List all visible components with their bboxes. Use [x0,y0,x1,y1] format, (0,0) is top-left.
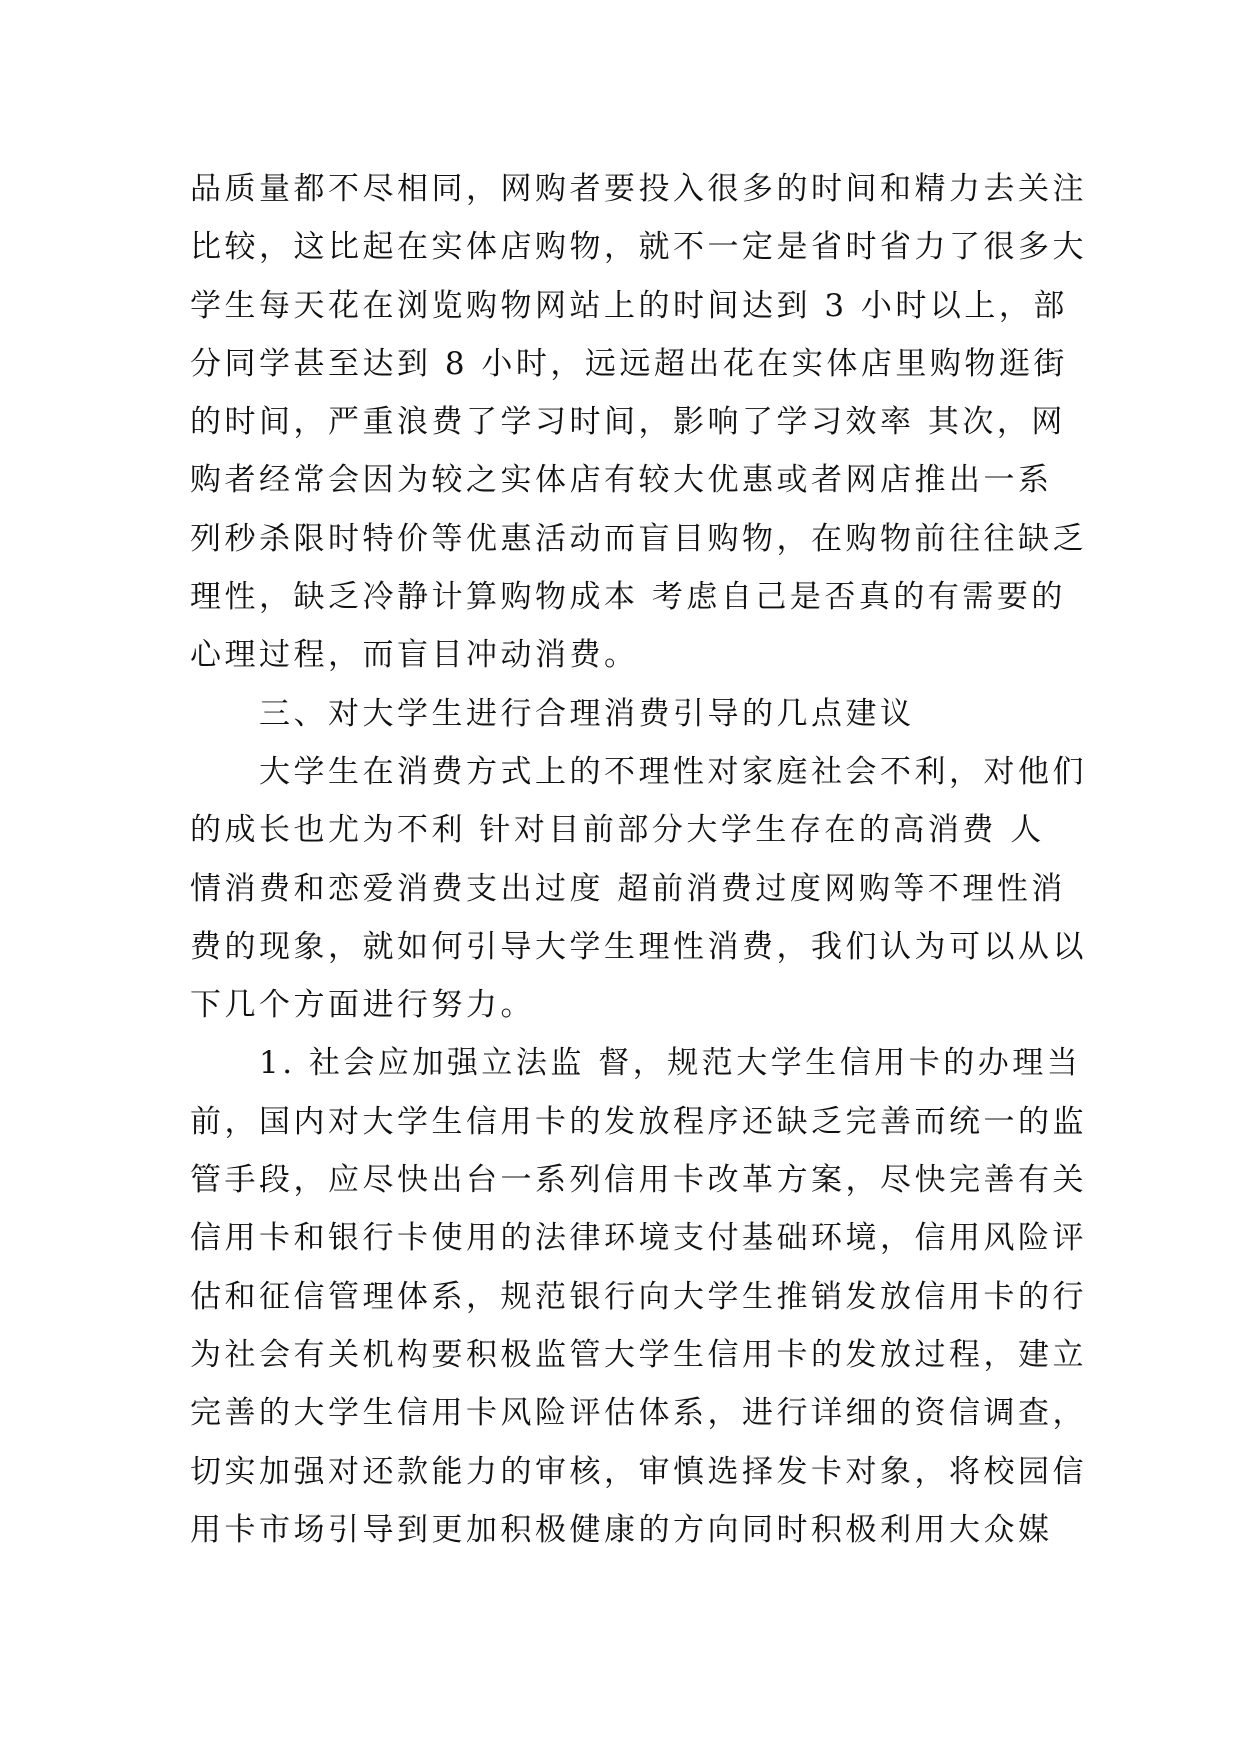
text-line: 估和征信管理体系，规范银行向大学生推销发放信用卡的行 [190,1278,1087,1315]
text-line: 情消费和恋爱消费支出过度 超前消费过度网购等不理性消 [190,870,1066,907]
text-line: 下几个方面进行努力。 [190,987,535,1024]
text-line: 品质量都不尽相同，网购者要投入很多的时间和精力去关注 [190,171,1087,207]
text-line: 管手段，应尽快出台一系列信用卡改革方案，尽快完善有关 [190,1162,1087,1199]
text-line: 理性，缺乏冷静计算购物成本 考虑自己是否真的有需要的 [190,579,1066,616]
text-line: 费的现象，就如何引导大学生理性消费，我们认为可以从以 [190,928,1087,965]
text-line: 的成长也尤为不利 针对目前部分大学生存在的高消费 人 [190,812,1045,849]
text-line: 为社会有关机构要积极监管大学生信用卡的发放过程，建立 [190,1336,1087,1373]
text-line: 心理过程，而盲目冲动消费。 [190,637,639,674]
text-line: 大学生在消费方式上的不理性对家庭社会不利，对他们 [190,753,1087,790]
text-line: 分同学甚至达到 8 小时，远远超出花在实体店里购物逛街 [190,345,1068,382]
text-line: 的时间，严重浪费了学习时间，影响了学习效率 其次，网 [190,404,1066,441]
text-line: 学生每天花在浏览购物网站上的时间达到 3 小时以上，部 [190,287,1068,324]
text-line: 前，国内对大学生信用卡的发放程序还缺乏完善而统一的监 [190,1103,1087,1140]
text-line: 信用卡和银行卡使用的法律环境支付基础环境，信用风险评 [190,1220,1087,1257]
list-item-heading: 1. 社会应加强立法监 督，规范大学生信用卡的办理当 [190,1045,1082,1082]
text-line: 列秒杀限时特价等优惠活动而盲目购物，在购物前往往缺乏 [190,520,1087,557]
text-line: 完善的大学生信用卡风险评估体系，进行详细的资信调查， [190,1395,1087,1432]
text-line: 比较，这比起在实体店购物，就不一定是省时省力了很多大 [190,229,1087,266]
body-text [190,160,1087,1559]
text-line: 切实加强对还款能力的审核，审慎选择发卡对象，将校园信 [190,1453,1087,1490]
text-line: 购者经常会因为较之实体店有较大优惠或者网店推出一系 [190,462,1053,499]
text-line: 用卡市场引导到更加积极健康的方向同时积极利用大众媒 [190,1511,1053,1548]
section-heading: 三、对大学生进行合理消费引导的几点建议 [190,695,915,732]
